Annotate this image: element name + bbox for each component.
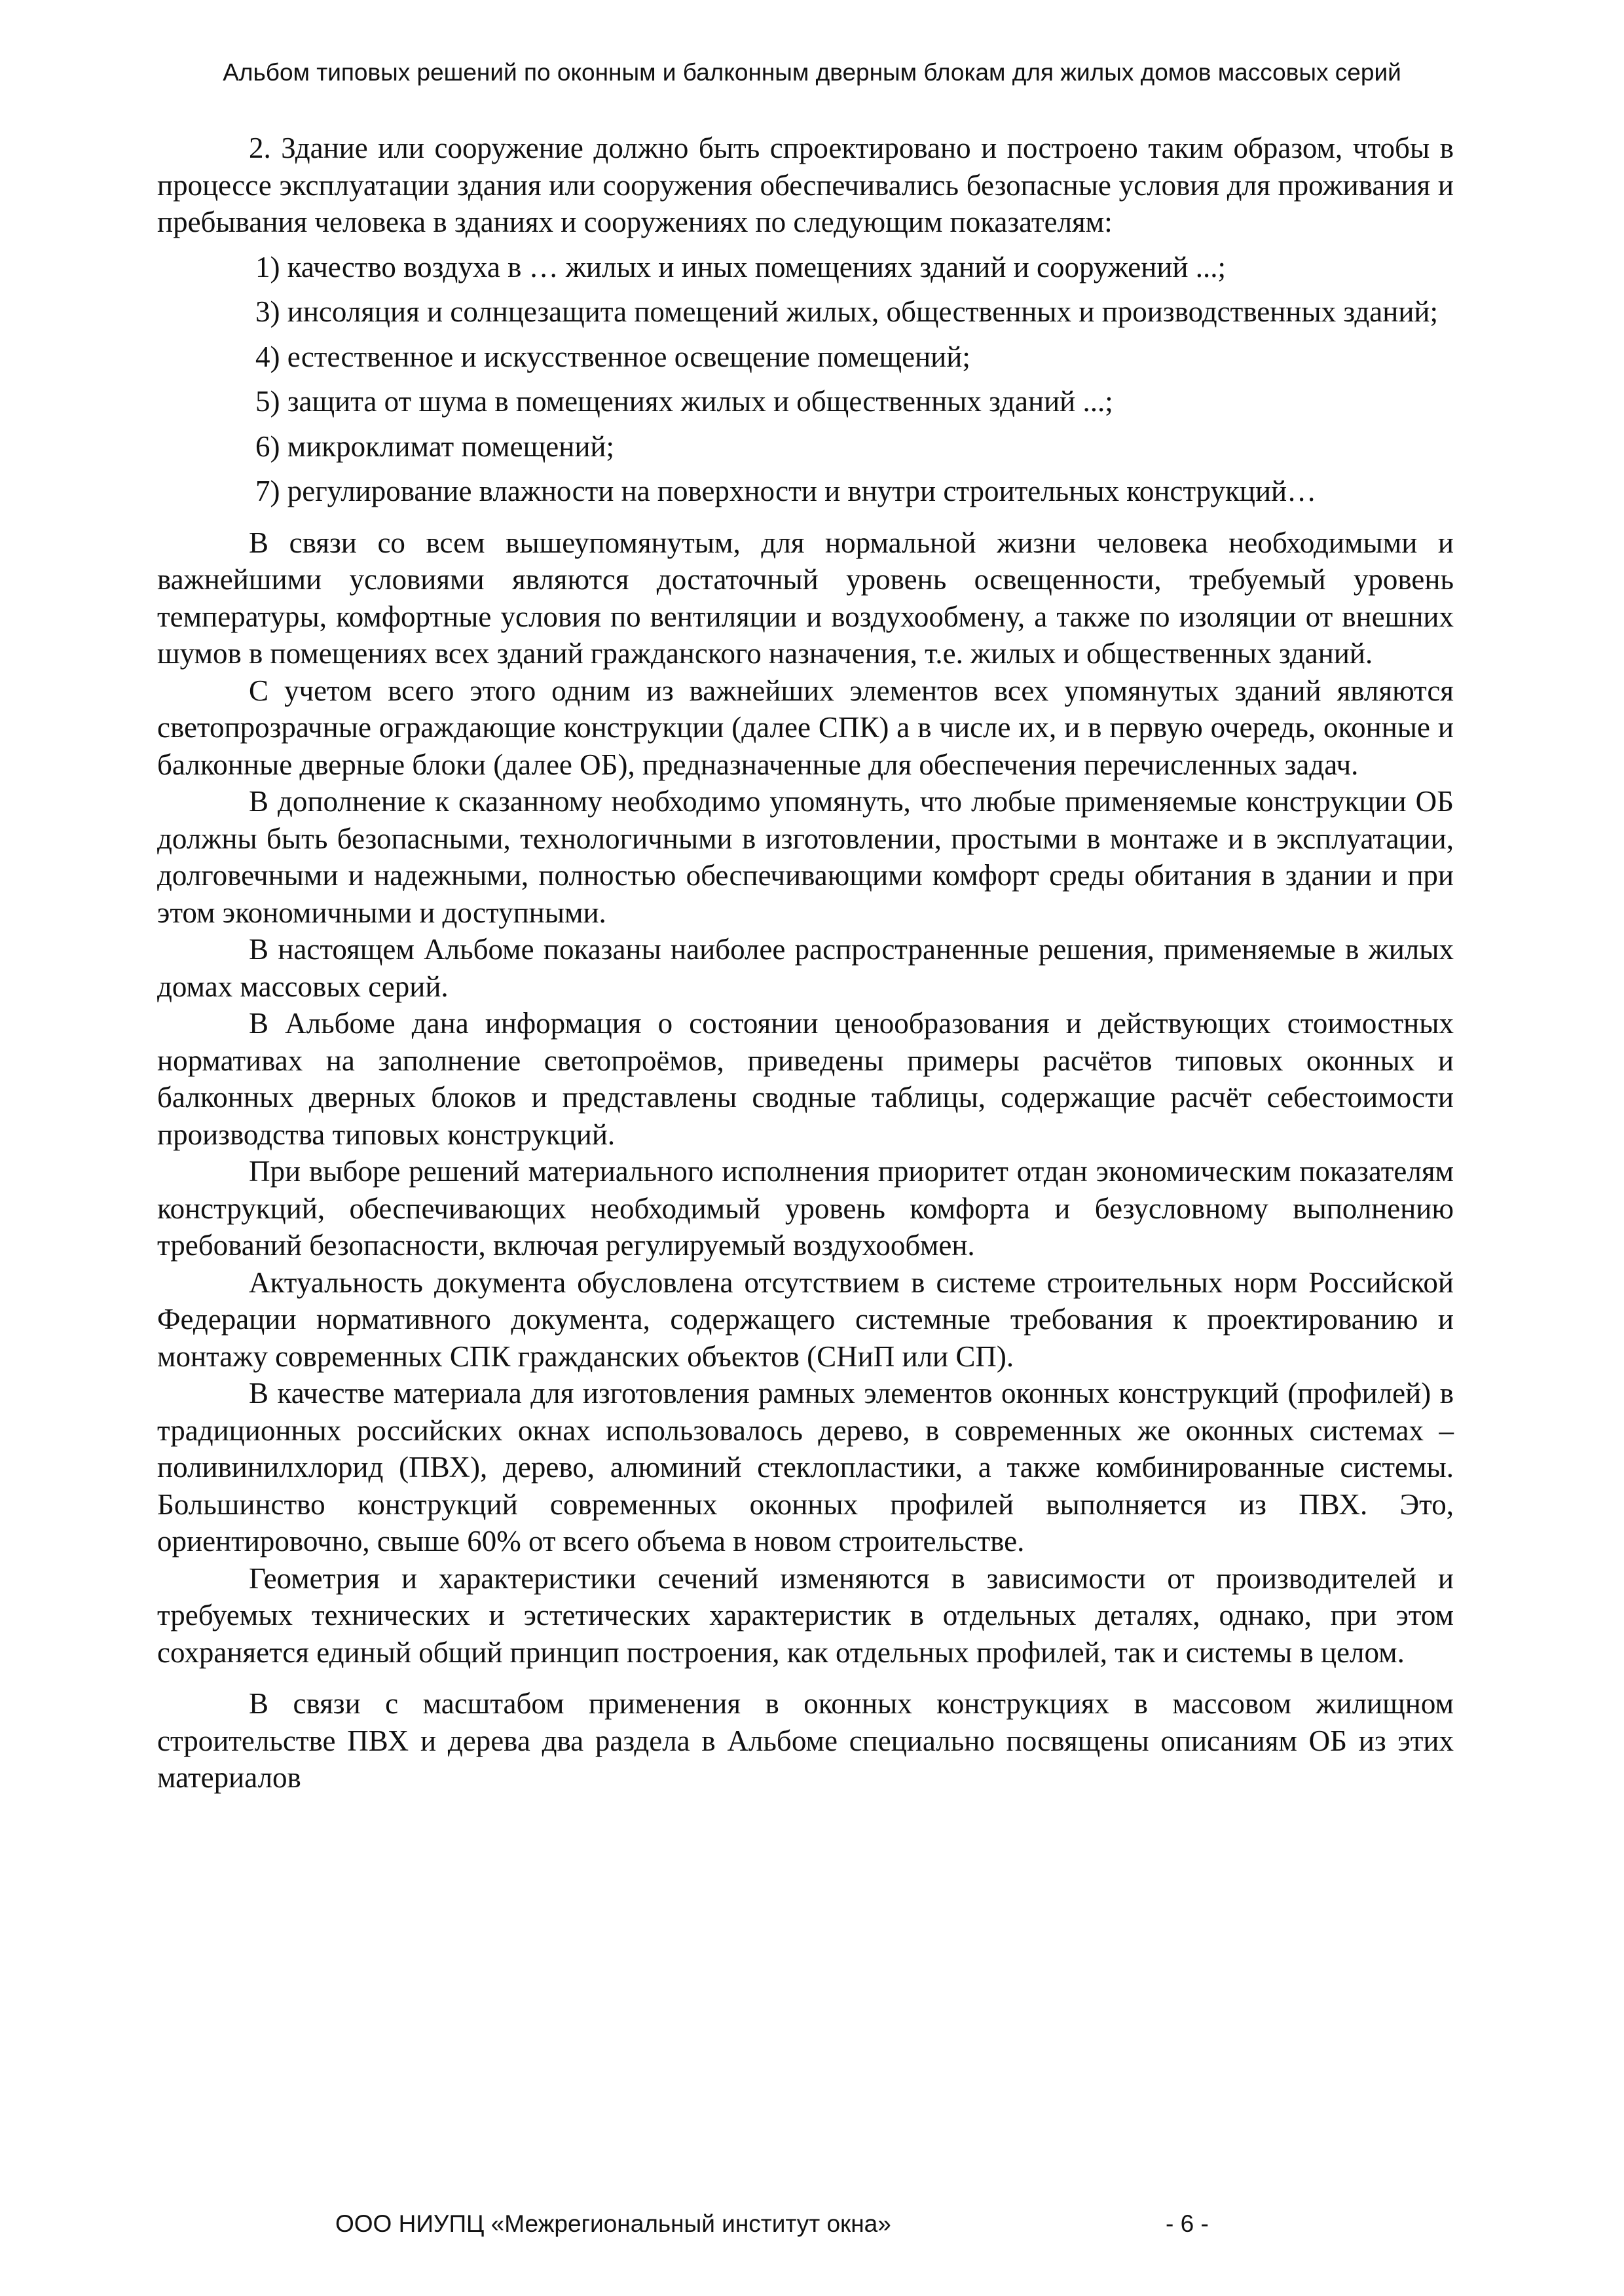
- paragraph-profile-materials: В качестве материала для изготовления рамных элементов оконных конструкций (профилей) в традиционных российских окнах использовалось дерево, в современных же оконных системах – поливинилхлорид (ПВХ), дерево, алюминий стеклопластики, а также комбинированные системы. Большинство конструкций современных оконных профилей выполняется из ПВХ. Это, ориентировочно, свыше 60% от всего объема в новом строительстве.: [157, 1377, 1454, 1558]
- paragraph-relevance: Актуальность документа обусловлена отсутствием в системе строительных норм Российской Федерации нормативного документа, содержащего системные требования к проектированию и монтажу современных СПК гражданских объектов (СНиП или СП).: [157, 1266, 1454, 1373]
- page-header: Альбом типовых решений по оконным и балконным дверным блокам для жилых домов массовых серий: [223, 59, 1401, 86]
- paragraph-living-conditions: В связи со всем вышеупомянутым, для нормальной жизни человека необходимыми и важнейшими условиями являются достаточный уровень освещенности, требуемый уровень температуры, комфортные условия по вентиляции и воздухообмену, а также по изоляции от внешних шумов в помещениях всех зданий гражданского назначения, т.е. жилых и общественных зданий.: [157, 526, 1454, 670]
- paragraph-pricing-info: В Альбоме дана информация о состоянии ценообразования и действующих стоимостных нормативах на заполнение светопроёмов, приведены примеры расчётов типовых оконных и балконных дверных блоков и представлены сводные таблицы, содержащие расчёт себестоимости производства типовых конструкций.: [157, 1007, 1454, 1151]
- list-item-air-quality: 1) качество воздуха в … жилых и иных помещениях зданий и сооружений ...;: [255, 250, 1226, 283]
- list-item-noise-protection: 5) защита от шума в помещениях жилых и общественных зданий ...;: [255, 385, 1113, 418]
- paragraph-translucent-structures: С учетом всего этого одним из важнейших элементов всех упомянутых зданий являются светопрозрачные ограждающие конструкции (далее СПК) а в числе их, и в первую очередь, оконные и балконные дверные блоки (далее ОБ), предназначенные для обеспечения перечисленных задач.: [157, 674, 1454, 781]
- paragraph-requirements: В дополнение к сказанному необходимо упомянуть, что любые применяемые конструкции ОБ должны быть безопасными, технологичными в изготовлении, простыми в монтаже и в эксплуатации, долговечными и надежными, полностью обеспечивающими комфорт среды обитания в здании и при этом экономичными и доступными.: [157, 785, 1454, 929]
- paragraph-geometry: Геометрия и характеристики сечений изменяются в зависимости от производителей и требуемых технических и эстетических характеристик в отдельных деталях, однако, при этом сохраняется единый общий принцип построения, как отдельных профилей, так и системы в целом.: [157, 1561, 1454, 1669]
- list-item-microclimate: 6) микроклимат помещений;: [255, 429, 614, 463]
- list-item-insolation: 3) инсоляция и солнцезащита помещений жилых, общественных и производственных зданий;: [255, 295, 1438, 328]
- document-body: [157, 130, 1454, 1796]
- page-number: - 6 -: [1166, 2210, 1209, 2237]
- paragraph-building-safety-intro: 2. Здание или сооружение должно быть спроектировано и построено таким образом, чтобы в процессе эксплуатации здания или сооружения обеспечивались безопасные условия для проживания и пребывания человека в зданиях и сооружениях по следующим показателям:: [157, 132, 1454, 238]
- footer-organization: ООО НИУПЦ «Межрегиональный институт окна»: [335, 2210, 891, 2237]
- paragraph-sections: В связи с масштабом применения в оконных конструкциях в массовом жилищном строительстве ПВХ и дерева два раздела в Альбоме специально посвящены описаниям ОБ из этих материалов: [157, 1687, 1454, 1794]
- list-item-humidity: 7) регулирование влажности на поверхности и внутри строительных конструкций…: [255, 475, 1317, 507]
- paragraph-material-choice: При выборе решений материального исполнения приоритет отдан экономическим показателям конструкций, обеспечивающих необходимый уровень комфорта и безусловному выполнению требований безопасности, включая регулируемый воздухообмен.: [157, 1155, 1454, 1262]
- list-item-lighting: 4) естественное и искусственное освещение помещений;: [255, 340, 970, 373]
- paragraph-album-solutions: В настоящем Альбоме показаны наиболее распространенные решения, применяемые в жилых домах массовых серий.: [157, 933, 1454, 1003]
